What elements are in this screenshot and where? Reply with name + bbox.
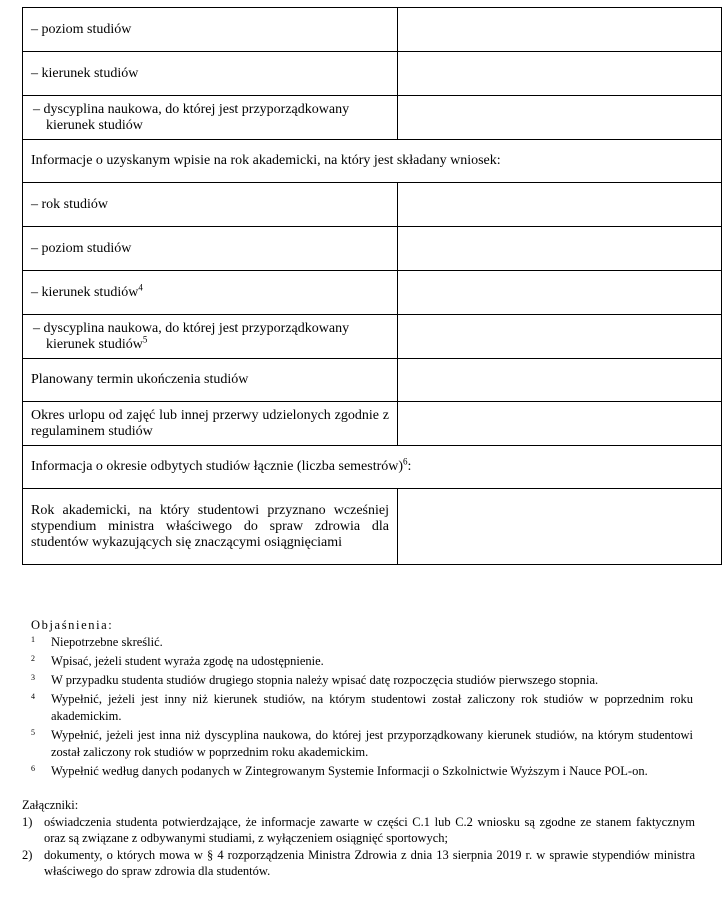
row-label xyxy=(23,96,398,140)
attachment-text: dokumenty, o których mowa w § 4 rozporządzenia Ministra Zdrowia z dnia 13 sierpnia 2019 r. w sprawie stypendiów ministra właściwego do spraw zdrowia dla studentów. xyxy=(44,848,695,878)
table-row xyxy=(23,446,722,489)
table-row xyxy=(23,52,722,96)
footnote-ref: 5 xyxy=(142,333,148,344)
row-label-text: – poziom studiów xyxy=(31,240,132,256)
attachment-number: 1) xyxy=(22,815,33,829)
row-label-text: – dyscyplina naukowa, do której jest przyporządkowany xyxy=(33,320,350,336)
explanations-section xyxy=(31,617,693,782)
section-header-text: Informacja o okresie odbytych studiów łącznie (liczba semestrów) xyxy=(31,459,404,474)
footnote-number: 3 xyxy=(31,673,35,682)
table-row xyxy=(23,183,722,227)
footnote-text: Wypełnić według danych podanych w Zintegrowanym Systemie Informacji o Szkolnictwie Wyższym i Nauce POL-on. xyxy=(51,764,648,778)
footnote-ref: 4 xyxy=(138,281,143,292)
footnote-text: Wypełnić, jeżeli jest inny niż kierunek studiów, na którym studentowi został zaliczony rok studiów w poprzednim roku akademickim. xyxy=(51,692,693,723)
row-label xyxy=(23,271,398,315)
explanations-heading: Objaśnienia: xyxy=(31,618,114,632)
footnote-ref: 6 xyxy=(403,456,408,467)
row-label-text: Planowany termin ukończenia studiów xyxy=(31,372,249,387)
row-label-text: – kierunek studiów xyxy=(31,284,139,300)
table-row xyxy=(23,271,722,315)
footnote-text: W przypadku studenta studiów drugiego stopnia należy wpisać datę rozpoczęcia studiów pierwszego stopnia. xyxy=(51,673,599,687)
row-label-text: Okres urlopu od zajęć lub innej przerwy udzielonych zgodnie z regulaminem studiów xyxy=(31,407,389,439)
value-cell[interactable] xyxy=(398,227,722,271)
attachments-section xyxy=(22,797,695,880)
footnote-number: 6 xyxy=(31,764,35,773)
footnote xyxy=(31,727,693,761)
value-cell[interactable] xyxy=(398,489,722,565)
attachment-item xyxy=(22,847,695,879)
footnote-number: 5 xyxy=(31,728,35,737)
value-cell[interactable] xyxy=(398,402,722,446)
row-label xyxy=(23,489,398,565)
row-label-text: – kierunek studiów xyxy=(31,65,139,81)
footnote-number: 4 xyxy=(31,692,35,701)
footnote-text: Wpisać, jeżeli student wyraża zgodę na udostępnienie. xyxy=(51,654,324,668)
table-row xyxy=(23,402,722,446)
label-suffix: : xyxy=(407,459,412,474)
row-label xyxy=(23,183,398,227)
footnote xyxy=(31,763,693,780)
footnote xyxy=(31,634,693,651)
footnote-number: 2 xyxy=(31,654,35,663)
footnote-text: Niepotrzebne skreślić. xyxy=(51,635,163,649)
row-label xyxy=(23,227,398,271)
row-label-text: – dyscyplina naukowa, do której jest przyporządkowany xyxy=(33,101,350,117)
row-label xyxy=(23,359,398,402)
row-label xyxy=(23,52,398,96)
row-label xyxy=(23,315,398,359)
footnote xyxy=(31,653,693,670)
attachment-text: oświadczenia studenta potwierdzające, że informacje zawarte w części C.1 lub C.2 wniosku są zgodne ze stanem faktycznym oraz są związane z odbywanymi studiami, z wyłączeniem osiągnięć sportowych; xyxy=(44,815,695,845)
section-header xyxy=(23,140,722,183)
attachments-heading: Załączniki: xyxy=(22,798,79,812)
value-cell[interactable] xyxy=(398,96,722,140)
row-label-text-cont: kierunek studiów xyxy=(46,117,143,133)
table-row xyxy=(23,8,722,52)
value-cell[interactable] xyxy=(398,271,722,315)
footnote xyxy=(31,672,693,689)
row-label-text: – poziom studiów xyxy=(31,21,132,37)
row-label xyxy=(23,8,398,52)
section-header xyxy=(23,446,722,489)
footnote-text: Wypełnić, jeżeli jest inna niż dyscyplina naukowa, do której jest przyporządkowany kierunek studiów, na którym studentowi został zaliczony rok studiów w poprzednim roku akademickim. xyxy=(51,728,693,759)
value-cell[interactable] xyxy=(398,183,722,227)
value-cell[interactable] xyxy=(398,52,722,96)
row-label-text: – rok studiów xyxy=(31,196,108,212)
table-row xyxy=(23,315,722,359)
table-row xyxy=(23,140,722,183)
row-label-text-cont: kierunek studiów xyxy=(46,336,143,352)
table-row xyxy=(23,489,722,565)
section-header-text: Informacje o uzyskanym wpisie na rok akademicki, na który jest składany wniosek: xyxy=(31,153,501,168)
table-row xyxy=(23,96,722,140)
row-label xyxy=(23,402,398,446)
footnote-number: 1 xyxy=(31,635,35,644)
footnote xyxy=(31,691,693,725)
table-row xyxy=(23,227,722,271)
attachment-item xyxy=(22,814,695,846)
table-row xyxy=(23,359,722,402)
attachment-number: 2) xyxy=(22,848,33,862)
value-cell[interactable] xyxy=(398,315,722,359)
value-cell[interactable] xyxy=(398,8,722,52)
value-cell[interactable] xyxy=(398,359,722,402)
form-table xyxy=(22,7,722,565)
row-label-text: Rok akademicki, na który studentowi przyznano wcześniej stypendium ministra właściwego do spraw zdrowia dla studentów wykazujących się znaczącymi osiągnięciami xyxy=(31,502,389,550)
